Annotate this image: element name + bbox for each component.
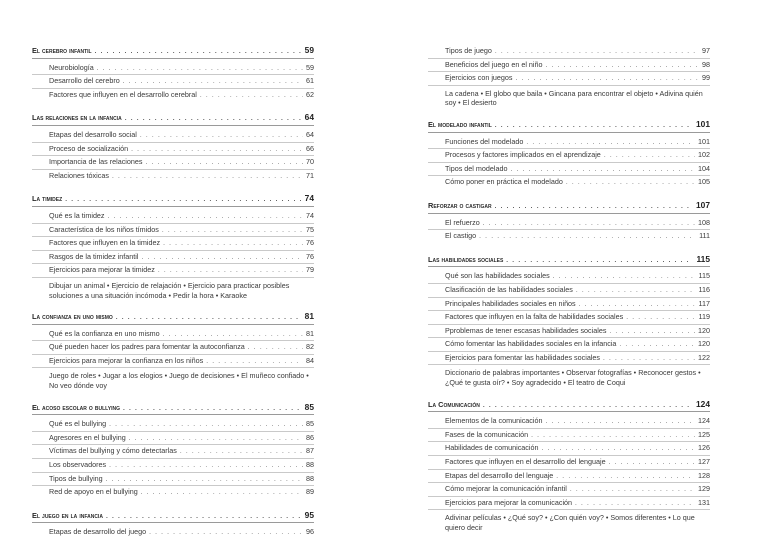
toc-entry[interactable] — [428, 311, 710, 325]
chapter-page-number: 85 — [304, 401, 314, 412]
entry-title: Víctimas del bullying y cómo detectarlas — [49, 446, 177, 456]
entry-page-number: 62 — [306, 89, 314, 99]
chapter-title: La confianza en uno mismo — [32, 312, 113, 322]
dot-leader — [579, 299, 696, 311]
entry-title: Importancia de las relaciones — [49, 157, 143, 167]
dot-leader — [609, 326, 695, 338]
entry-title: Tipos del modelado — [445, 163, 508, 173]
chapter-page-number: 64 — [304, 112, 314, 123]
entry-title: Factores que influyen en el desarrollo cerebral — [49, 89, 197, 99]
entry-title: Cómo fomentar las habilidades sociales en la infancia — [445, 339, 617, 349]
entry-page-number: 120 — [698, 325, 710, 335]
toc-entry[interactable] — [428, 415, 710, 429]
toc-entry[interactable] — [428, 497, 710, 511]
dot-leader — [604, 150, 695, 162]
dot-leader — [97, 63, 303, 75]
entry-page-number: 115 — [698, 271, 710, 281]
entry-title: Beneficios del juego en el niño — [445, 59, 543, 69]
dot-leader — [141, 487, 303, 499]
entry-title: Qué es el bullying — [49, 419, 107, 429]
entry-page-number: 85 — [306, 419, 314, 429]
section-gap — [428, 388, 710, 399]
dot-leader — [200, 90, 303, 102]
entry-page-number: 131 — [698, 497, 710, 507]
dot-leader — [566, 177, 695, 189]
entry-title: Fases de la comunicación — [445, 429, 529, 439]
toc-entry[interactable] — [428, 298, 710, 312]
dot-leader — [479, 231, 696, 243]
chapter-title: El cerebro infantil — [32, 46, 92, 55]
dot-leader — [162, 225, 303, 237]
entry-title: Rasgos de la timidez infantil — [49, 251, 139, 261]
dot-leader — [65, 194, 301, 206]
toc-chapter-heading[interactable] — [32, 402, 314, 416]
dot-leader — [109, 419, 303, 431]
toc-chapter-heading[interactable] — [32, 311, 314, 325]
entry-page-number: 76 — [306, 251, 314, 261]
entry-title: Característica de los niños tímidos — [49, 224, 159, 234]
entry-page-number: 66 — [306, 143, 314, 153]
entry-title: Clasificación de las habilidades sociales — [445, 284, 573, 294]
dot-leader — [116, 312, 302, 324]
toc-entry[interactable] — [32, 459, 314, 473]
entry-page-number: 61 — [306, 76, 314, 86]
entry-title: Ejercicios para mejorar la confianza en los niños — [49, 355, 204, 365]
toc-entry[interactable] — [32, 526, 314, 539]
entry-page-number: 89 — [306, 487, 314, 497]
entry-page-number: 119 — [698, 312, 710, 322]
entry-title: Ejercicios con juegos — [445, 73, 513, 83]
entry-title: Ejercicios para mejorar la comunicación — [445, 497, 573, 507]
entry-page-number: 126 — [698, 443, 710, 453]
entry-page-number: 122 — [698, 352, 710, 362]
dot-leader — [112, 171, 303, 183]
entry-title: Los observadores — [49, 460, 107, 470]
chapter-title: El modelado infantil — [428, 119, 492, 129]
dot-leader — [131, 144, 303, 156]
dot-leader — [495, 201, 693, 213]
toc-entry[interactable] — [428, 270, 710, 284]
entry-page-number: 82 — [306, 342, 314, 352]
dot-leader — [495, 46, 699, 58]
section-gap — [32, 300, 314, 311]
toc-entry[interactable] — [428, 338, 710, 352]
chapter-page-number: 124 — [696, 398, 710, 409]
entry-title: Factores que influyen en la timidez — [49, 238, 161, 248]
entry-title: Tipos de bullying — [49, 473, 103, 483]
entry-page-number: 117 — [698, 298, 710, 308]
dot-leader — [575, 498, 695, 510]
chapter-title: El juego en la infancia — [32, 510, 103, 520]
dot-leader — [123, 76, 303, 88]
dot-leader — [125, 113, 302, 125]
entry-title: Relaciones tóxicas — [49, 170, 109, 180]
toc-entry[interactable] — [32, 251, 314, 265]
entry-title: Etapas del desarrollo social — [49, 129, 137, 139]
toc-section — [428, 189, 710, 243]
entry-page-number: 98 — [702, 59, 710, 69]
dot-leader — [95, 46, 302, 58]
entry-page-number: 99 — [702, 73, 710, 83]
entry-page-number: 104 — [698, 163, 710, 173]
toc-chapter-heading[interactable] — [428, 200, 710, 214]
entry-title: Proceso de socialización — [49, 143, 129, 153]
entry-title: Ejercicios para fomentar las habilidades sociales — [445, 352, 601, 362]
entry-page-number: 86 — [306, 432, 314, 442]
entry-title: Etapas del desarrollo del lenguaje — [445, 470, 554, 480]
entry-page-number: 111 — [699, 231, 710, 241]
entry-page-number: 79 — [306, 265, 314, 275]
chapter-page-number: 115 — [696, 253, 710, 264]
toc-entry[interactable] — [32, 224, 314, 238]
toc-section — [32, 499, 314, 539]
toc-entry[interactable] — [428, 59, 710, 73]
toc-entry[interactable] — [428, 136, 710, 150]
toc-entry[interactable] — [428, 176, 710, 189]
toc-section — [32, 45, 314, 101]
toc-entry[interactable] — [32, 341, 314, 355]
toc-entry[interactable] — [32, 328, 314, 342]
toc-chapter-heading[interactable] — [32, 112, 314, 126]
toc-right-column — [428, 45, 710, 533]
toc-entry[interactable] — [32, 62, 314, 76]
entry-title: Neurobiología — [49, 62, 94, 72]
entry-title: Cómo poner en práctica el modelado — [445, 177, 563, 187]
toc-chapter-heading[interactable] — [32, 510, 314, 524]
entry-page-number: 84 — [306, 355, 314, 365]
toc-entry[interactable] — [32, 355, 314, 369]
chapter-page-number: 107 — [696, 199, 710, 210]
entry-title: Habilidades de comunicación — [445, 443, 539, 453]
chapter-title: Las habilidades sociales — [428, 254, 504, 264]
toc-chapter-heading[interactable] — [32, 193, 314, 207]
dot-leader — [516, 73, 699, 85]
dot-leader — [206, 356, 303, 368]
entry-title: Tipos de juego — [445, 46, 492, 55]
toc-entry[interactable] — [428, 45, 710, 59]
dot-leader — [545, 416, 695, 428]
toc-section — [428, 45, 710, 108]
chapter-page-number: 81 — [304, 311, 314, 322]
dot-leader — [483, 218, 695, 230]
entry-page-number: 70 — [306, 157, 314, 167]
chapter-title: El acoso escolar o bullying — [32, 402, 120, 412]
entry-page-number: 101 — [698, 136, 710, 146]
exercise-list: Diccionario de palabras importantes • Observar fotografías • Reconocer gestos • ¿Qué te gusta oír? • Soy agradecido • El teatro de Coqui — [445, 368, 701, 388]
dot-leader — [542, 443, 696, 455]
entry-title: Funciones del modelado — [445, 136, 524, 146]
toc-chapter-heading[interactable] — [32, 45, 314, 59]
toc-entry[interactable] — [428, 483, 710, 497]
entry-page-number: 96 — [306, 527, 314, 537]
entry-page-number: 97 — [702, 46, 710, 55]
entry-title: Pproblemas de tener escasas habilidades sociales — [445, 325, 607, 335]
dot-leader — [142, 252, 304, 264]
toc-entry[interactable] — [428, 230, 710, 243]
dot-leader — [163, 238, 303, 250]
dot-leader — [626, 312, 695, 324]
dot-leader — [531, 430, 695, 442]
entry-title: Qué son las habilidades sociales — [445, 271, 550, 281]
toc-section — [32, 101, 314, 182]
dot-leader — [603, 353, 695, 365]
dot-leader — [570, 484, 695, 496]
entry-page-number: 64 — [306, 129, 314, 139]
section-gap — [428, 189, 710, 200]
dot-leader — [510, 164, 695, 176]
toc-entry[interactable] — [32, 486, 314, 499]
entry-page-number: 59 — [306, 62, 314, 72]
section-gap — [428, 108, 710, 119]
entry-title: Etapas de desarrollo del juego — [49, 527, 147, 537]
entry-title: Procesos y factores implicados en el aprendizaje — [445, 150, 601, 160]
entry-page-number: 75 — [306, 224, 314, 234]
toc-left-column — [32, 45, 314, 539]
dot-leader — [140, 130, 303, 142]
toc-entry[interactable] — [32, 264, 314, 278]
toc-entry[interactable] — [32, 418, 314, 432]
exercise-list: Adivinar películas • ¿Qué soy? • ¿Con quién voy? • Somos diferentes • Lo que quiero decir — [445, 513, 695, 532]
entry-title: Qué es la confianza en uno mismo — [49, 328, 160, 338]
dot-leader — [553, 271, 696, 283]
entry-title: Factores que influyen en la falta de habilidades sociales — [445, 312, 624, 322]
toc-entry[interactable] — [32, 237, 314, 251]
dot-leader — [109, 460, 303, 472]
toc-section — [32, 300, 314, 391]
toc-entry[interactable] — [32, 89, 314, 102]
entry-title: Cómo mejorar la comunicación infantil — [445, 484, 567, 494]
toc-entry[interactable] — [32, 170, 314, 183]
toc-chapter-heading[interactable] — [428, 399, 710, 413]
entry-page-number: 76 — [306, 238, 314, 248]
dot-leader — [158, 265, 303, 277]
chapter-page-number: 74 — [304, 193, 314, 204]
entry-page-number: 108 — [698, 217, 710, 227]
section-gap — [32, 101, 314, 112]
toc-section — [428, 388, 710, 533]
entry-page-number: 105 — [698, 177, 710, 187]
toc-entry[interactable] — [428, 217, 710, 231]
section-gap — [428, 243, 710, 254]
exercise-list: Dibujar un animal • Ejercicio de relajación • Ejercicio para practicar posibles soluciones a una situación incómoda • Pedir la hora • Karaoke — [49, 280, 290, 300]
entry-page-number: 81 — [306, 328, 314, 338]
toc-entry[interactable] — [32, 432, 314, 446]
dot-leader — [619, 339, 695, 351]
entry-page-number: 88 — [306, 473, 314, 483]
toc-entry[interactable] — [32, 445, 314, 459]
toc-chapter-heading[interactable] — [428, 119, 710, 133]
chapter-page-number: 101 — [696, 118, 710, 129]
toc-entry[interactable] — [428, 72, 710, 86]
section-gap — [32, 391, 314, 402]
toc-entry[interactable] — [428, 325, 710, 339]
entry-page-number: 71 — [306, 170, 314, 180]
chapter-page-number: 59 — [304, 45, 314, 55]
dot-leader — [123, 403, 302, 415]
toc-entry[interactable] — [32, 129, 314, 143]
dot-leader — [546, 60, 699, 72]
toc-entry[interactable] — [32, 156, 314, 170]
toc-entry[interactable] — [428, 456, 710, 470]
dot-leader — [146, 157, 304, 169]
entry-title: Agresores en el bullying — [49, 432, 126, 442]
exercise-list: Juego de roles • Jugar a los elogios • Juego de decisiones • El muñeco confiado • No veo dónde voy — [49, 371, 309, 391]
toc-chapter-heading[interactable] — [428, 254, 710, 268]
dot-leader — [495, 120, 693, 132]
dot-leader — [163, 329, 303, 341]
section-gap — [32, 182, 314, 193]
dot-leader — [108, 211, 303, 223]
toc-entry[interactable] — [32, 143, 314, 157]
entry-page-number: 124 — [698, 416, 710, 426]
toc-section — [428, 243, 710, 388]
entry-title: Desarrollo del cerebro — [49, 76, 120, 86]
toc-entry[interactable] — [428, 429, 710, 443]
toc-section — [32, 182, 314, 300]
toc-entry[interactable] — [32, 75, 314, 89]
entry-page-number: 120 — [698, 339, 710, 349]
exercise-list: La cadena • El globo que baila • Gincana para encontrar el objeto • Adivina quién soy • El desierto — [445, 88, 703, 108]
chapter-title: La Comunicación — [428, 399, 480, 409]
entry-title: Red de apoyo en el bullying — [49, 487, 138, 497]
entry-title: Qué pueden hacer los padres para fomentar la autoconfianza — [49, 342, 245, 352]
entry-title: Ejercicios para mejorar la timidez — [49, 265, 155, 275]
dot-leader — [129, 433, 303, 445]
entry-page-number: 128 — [698, 470, 710, 480]
toc-entry[interactable] — [428, 149, 710, 163]
entry-page-number: 74 — [306, 210, 314, 220]
chapter-page-number: 95 — [304, 509, 314, 520]
dot-leader — [609, 457, 695, 469]
entry-title: Principales habilidades sociales en niños — [445, 298, 576, 308]
toc-entry[interactable] — [428, 163, 710, 177]
chapter-title: La timidez — [32, 194, 63, 204]
entry-page-number: 116 — [698, 284, 710, 294]
dot-leader — [526, 137, 695, 149]
entry-page-number: 87 — [306, 446, 314, 456]
dot-leader — [180, 446, 303, 458]
entry-page-number: 129 — [698, 484, 710, 494]
entry-title: El castigo — [445, 231, 477, 241]
dot-leader — [483, 400, 693, 412]
toc-entry[interactable] — [32, 210, 314, 224]
toc-entry[interactable] — [428, 470, 710, 484]
entry-page-number: 127 — [698, 457, 710, 467]
chapter-title: Reforzar o castigar — [428, 200, 492, 210]
dot-leader — [556, 471, 695, 483]
entry-page-number: 102 — [698, 150, 710, 160]
toc-entry[interactable] — [32, 473, 314, 487]
entry-page-number: 88 — [306, 460, 314, 470]
toc-section — [428, 108, 710, 189]
toc-entry[interactable] — [428, 442, 710, 456]
dot-leader — [248, 342, 303, 354]
entry-title: Qué es la timidez — [49, 210, 105, 220]
dot-leader — [106, 474, 303, 486]
section-gap — [32, 499, 314, 510]
entry-title: Elementos de la comunicación — [445, 416, 543, 426]
toc-entry[interactable] — [428, 352, 710, 366]
chapter-title: Las relaciones en la infancia — [32, 113, 122, 123]
dot-leader — [576, 285, 696, 297]
entry-page-number: 125 — [698, 429, 710, 439]
entry-title: El refuerzo — [445, 217, 480, 227]
dot-leader — [106, 511, 302, 523]
entry-title: Factores que influyen en el desarrollo del lenguaje — [445, 457, 606, 467]
toc-section — [32, 391, 314, 499]
dot-leader — [149, 527, 303, 539]
dot-leader — [506, 255, 693, 267]
toc-entry[interactable] — [428, 284, 710, 298]
